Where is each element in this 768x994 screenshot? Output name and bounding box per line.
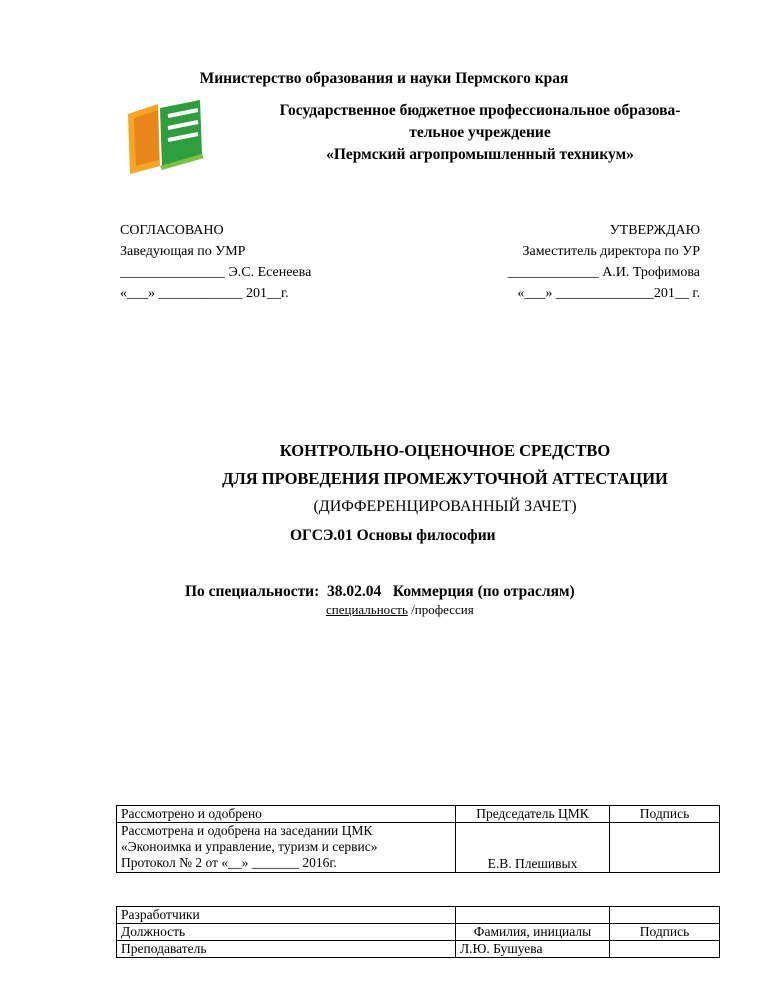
developer-signature — [610, 941, 720, 958]
developers-table — [116, 906, 720, 958]
approve-block — [508, 220, 700, 304]
agreed-signature: _______________ Э.С. Есенеева — [120, 265, 312, 280]
approval-meeting-cell — [117, 823, 456, 873]
agreed-block — [120, 220, 311, 304]
agreed-title: СОГЛАСОВАНО — [120, 223, 224, 238]
approve-title: УТВЕРЖДАЮ — [609, 223, 700, 238]
doc-title-line1: КОНТРОЛЬНО-ОЦЕНОЧНОЕ СРЕДСТВО — [279, 441, 611, 460]
developers-position-header: Должность — [117, 924, 456, 941]
discipline-title: ОГСЭ.01 Основы философии — [290, 527, 496, 544]
agreed-date: «___» ____________ 201__г. — [120, 286, 289, 301]
approval-chair-name: Е.В. Плешивых — [456, 823, 610, 873]
developer-position: Преподаватель — [117, 941, 456, 958]
approval-meeting-line2: «Эконоимка и управление, туризм и сервис» — [121, 839, 378, 854]
specialty-label: По специальности: 38.02.04 Коммерция (по отраслям) — [185, 583, 575, 600]
specialty-note-underlined: специальность — [326, 602, 408, 617]
specialty-note-rest: /профессия — [407, 602, 474, 617]
developers-name-header: Фамилия, инициалы — [456, 924, 610, 941]
institution-line1: Государственное бюджетное профессиональное образова- — [279, 102, 681, 119]
developers-signature-header: Подпись — [610, 924, 720, 941]
developer-name: Л.Ю. Бушуева — [456, 941, 610, 958]
approval-meeting-line3: Протокол № 2 от «__» _______ 2016г. — [121, 855, 337, 870]
developers-empty-2 — [610, 907, 720, 924]
approval-header-signature: Подпись — [610, 806, 720, 823]
approval-header-reviewed: Рассмотрено и одобрено — [117, 806, 456, 823]
agreed-position: Заведующая по УМР — [120, 244, 246, 259]
approval-signature-cell — [610, 823, 720, 873]
approval-meeting-line1: Рассмотрена и одобрена на заседании ЦМК — [121, 823, 373, 838]
approve-position: Заместитель директора по УР — [522, 244, 700, 259]
approve-signature: _____________ А.И. Трофимова — [507, 265, 700, 280]
approval-header-chair: Председатель ЦМК — [456, 806, 610, 823]
specialty-note — [326, 602, 474, 618]
book-logo-icon — [120, 96, 210, 176]
approval-table — [116, 805, 720, 873]
approve-date: «___» ______________201__ г. — [517, 286, 700, 301]
doc-title-line2: ДЛЯ ПРОВЕДЕНИЯ ПРОМЕЖУТОЧНОЙ АТТЕСТАЦИИ — [222, 469, 668, 488]
developers-empty-1 — [456, 907, 610, 924]
ministry-name: Министерство образования и науки Пермского края — [199, 70, 569, 87]
developers-header: Разработчики — [117, 907, 456, 924]
doc-title-line3: (ДИФФЕРЕНЦИРОВАННЫЙ ЗАЧЕТ) — [313, 498, 577, 515]
institution-name: «Пермский агропромышленный техникум» — [326, 146, 634, 163]
institution-line2: тельное учреждение — [409, 124, 551, 141]
